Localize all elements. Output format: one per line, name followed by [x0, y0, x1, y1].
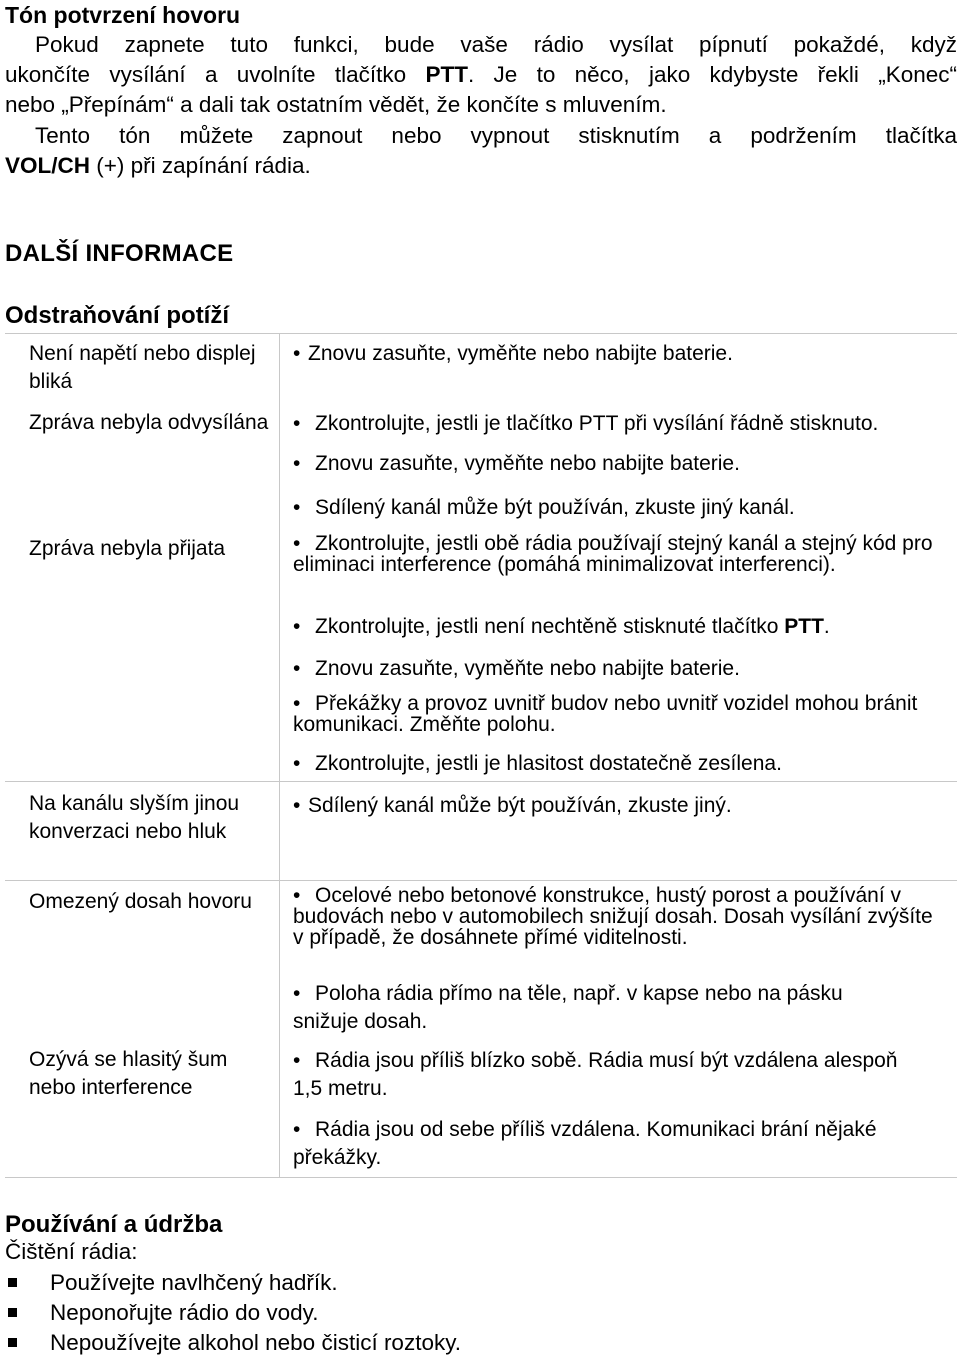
- tone-para1-line2a: ukončíte vysílání a uvolníte tlačítko: [5, 62, 426, 87]
- tone-para1-line3: nebo „Přepínám“ a dali tak ostatním vědět, že končíte s mluvením.: [5, 92, 667, 117]
- cleaning-subtitle: Čištění rádia:: [5, 1239, 138, 1264]
- solution-item: • Zkontrolujte, jestli je hlasitost dostatečně zesílena.: [293, 752, 782, 775]
- solution-item: • Znovu zasuňte, vyměňte nebo nabijte baterie.: [293, 342, 733, 365]
- bullet-icon: •: [293, 452, 301, 475]
- solution-item: • Rádia jsou příliš blízko sobě. Rádia musí být vzdálena alespoň 1,5 metru.: [293, 1049, 898, 1100]
- tone-title: Tón potvrzení hovoru: [5, 2, 241, 28]
- ptt-bold-1: PTT: [425, 62, 468, 87]
- square-bullet-icon: [8, 1308, 17, 1317]
- solution-item: • Zkontrolujte, jestli není nechtěně stisknuté tlačítko PTT.: [293, 615, 830, 638]
- solution-item: • Sdílený kanál může být používán, zkuste jiný kanál.: [293, 496, 795, 519]
- solution-item: • Zkontrolujte, jestli obě rádia používají stejný kanál a stejný kód pro eliminaci interference (pomáhá minimalizovat interferenci).: [293, 532, 933, 576]
- list-item: Používejte navlhčený hadřík.: [5, 1268, 338, 1298]
- problem-other-conversation: Na kanálu slyším jinou konverzaci nebo hluk: [29, 792, 240, 843]
- tone-paragraph-2: [5, 121, 957, 181]
- solution-item: • Poloha rádia přímo na těle, např. v kapse nebo na pásku snižuje dosah.: [293, 982, 843, 1033]
- table-column-divider: [279, 334, 280, 1177]
- bullet-icon: •: [293, 532, 301, 555]
- bullet-icon: •: [293, 794, 301, 817]
- tone-para2-line2b: (+) při zapínání rádia.: [90, 153, 311, 178]
- table-border-top: [5, 333, 957, 334]
- ptt-bold-2: PTT: [784, 615, 824, 638]
- problem-limited-range: Omezený dosah hovoru: [29, 890, 252, 913]
- bullet-icon: •: [293, 342, 301, 365]
- solution-item: • Zkontrolujte, jestli je tlačítko PTT při vysílání řádně stisknuto.: [293, 412, 879, 435]
- problem-no-power: Není napětí nebo displej bliká: [29, 342, 256, 393]
- solution-item: • Sdílený kanál může být používán, zkuste jiný.: [293, 794, 732, 817]
- table-border-bottom: [5, 1177, 957, 1178]
- problem-loud-noise: Ozývá se hlasitý šum nebo interference: [29, 1048, 228, 1099]
- section-title: DALŠÍ INFORMACE: [5, 240, 234, 267]
- solution-item: • Znovu zasuňte, vyměňte nebo nabijte baterie.: [293, 657, 740, 680]
- solution-item: • Znovu zasuňte, vyměňte nebo nabijte baterie.: [293, 452, 740, 475]
- tone-para1-line1: Pokud zapnete tuto funkci, bude vaše rádio vysílat pípnutí pokaždé, když: [35, 32, 957, 57]
- solution-item: • Překážky a provoz uvnitř budov nebo uvnitř vozidel mohou bránit komunikaci. Změňte polohu.: [293, 692, 918, 736]
- square-bullet-icon: [8, 1278, 17, 1287]
- bullet-icon: •: [293, 657, 301, 680]
- bullet-icon: •: [293, 692, 301, 715]
- bullet-icon: •: [293, 412, 301, 435]
- bullet-icon: •: [293, 615, 301, 638]
- list-item: Nepoužívejte alkohol nebo čisticí roztoky.: [5, 1328, 461, 1358]
- tone-para2-line1: Tento tón můžete zapnout nebo vypnout stisknutím a podržením tlačítka: [35, 123, 957, 148]
- maintenance-title: Používání a údržba: [5, 1211, 223, 1238]
- troubleshooting-title: Odstraňování potíží: [5, 302, 230, 329]
- tone-paragraph-1: [5, 30, 957, 120]
- table-divider-1: [5, 781, 957, 782]
- vol-ch-bold: VOL/CH: [5, 153, 91, 178]
- bullet-icon: •: [293, 496, 301, 519]
- bullet-icon: •: [293, 884, 301, 907]
- bullet-icon: •: [293, 752, 301, 775]
- solution-item: • Rádia jsou od sebe příliš vzdálena. Komunikaci brání nějaké překážky.: [293, 1118, 877, 1169]
- bullet-icon: •: [293, 982, 301, 1005]
- problem-not-received: Zpráva nebyla přijata: [29, 537, 226, 560]
- square-bullet-icon: [8, 1338, 17, 1347]
- list-item: Neponořujte rádio do vody.: [5, 1298, 319, 1328]
- bullet-icon: •: [293, 1049, 301, 1072]
- tone-para1-line2c: . Je to něco, jako kdybyste řekli „Konec“: [467, 62, 957, 87]
- solution-item: • Ocelové nebo betonové konstrukce, hustý porost a používání v budovách nebo v automobilech snižují dosah. Dosah vysílání zvýšíte v případě, že dosáhnete přímé viditelnosti.: [293, 884, 933, 949]
- bullet-icon: •: [293, 1118, 301, 1141]
- problem-not-transmitted: Zpráva nebyla odvysílána: [29, 411, 269, 434]
- table-divider-2: [5, 880, 957, 881]
